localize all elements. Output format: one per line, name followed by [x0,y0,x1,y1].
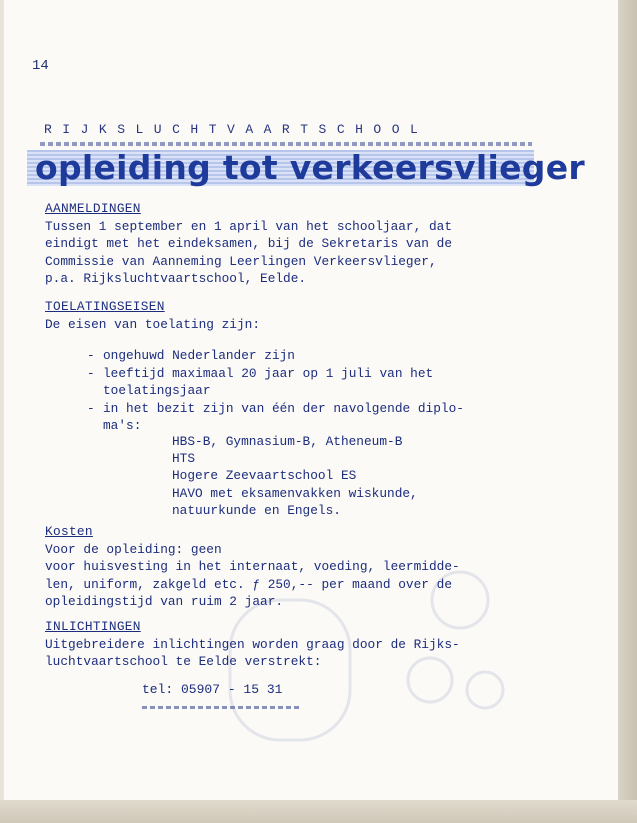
text-line: ongehuwd Nederlander zijn [103,348,295,363]
diploma-line: HBS-B, Gymnasium-B, Atheneum-B [172,434,403,449]
school-name: RIJKSLUCHTVAARTSCHOOL [44,122,429,137]
banner-title: opleiding tot verkeersvlieger [35,148,585,187]
text-line: eindigt met het eindeksamen, bij de Sekretaris van de [45,236,453,251]
diploma-line: HAVO met eksamenvakken wiskunde, [172,485,418,501]
list-item [87,365,464,400]
section-aanmeldingen [45,200,452,288]
bullet-dash: - [87,400,95,416]
section-heading: INLICHTINGEN [45,619,141,634]
list-item [87,347,464,365]
diploma-line: Hogere Zeevaartschool ES [172,468,357,484]
list-item [87,400,464,435]
page-edge-bottom [0,800,637,823]
text-line: in het bezit zijn van één der navolgende diplo- [103,400,464,416]
phone-dash-rule [142,706,302,709]
section-heading: TOELATINGSEISEN [45,299,165,314]
text-line: Uitgebreidere inlichtingen worden graag door de Rijks- [45,636,460,652]
text-line: p.a. Rijksluchtvaartschool, Eelde. [45,271,307,286]
section-toelatingseisen [45,298,260,333]
page-edge-right [618,0,637,823]
text-line: ma's: [103,418,142,433]
diploma-list [172,433,418,519]
text-line: De eisen van toelating zijn: [45,316,261,332]
text-line: len, uniform, zakgeld etc. ƒ 250,-- per maand over de [45,576,453,592]
text-line: toelatingsjaar [103,383,211,398]
text-line: Commissie van Aanneming Leerlingen Verkeersvlieger, [45,253,437,269]
text-line: Voor de opleiding: geen [45,541,222,557]
section-heading: AANMELDINGEN [45,201,141,216]
text-line: luchtvaartschool te Eelde verstrekt: [45,654,322,669]
diploma-line: natuurkunde en Engels. [172,502,341,518]
text-line: leeftijd maximaal 20 jaar op 1 juli van het [103,365,434,381]
text-line: voor huisvesting in het internaat, voeding, leermidde- [45,559,460,574]
flower-shape [467,672,503,708]
text-line: opleidingstijd van ruim 2 jaar. [45,594,284,609]
diploma-line: HTS [172,451,196,467]
title-dash-rule [40,142,532,146]
section-heading: Kosten [45,524,93,539]
section-kosten [45,523,460,611]
bullet-dash: - [87,365,95,381]
phone-number: tel: 05907 - 15 31 [142,682,283,697]
section-inlichtingen [45,618,460,671]
requirements-list [87,347,464,435]
bullet-dash: - [87,348,95,363]
page-number: 14 [32,58,49,74]
text-line: Tussen 1 september en 1 april van het schooljaar, dat [45,218,453,234]
